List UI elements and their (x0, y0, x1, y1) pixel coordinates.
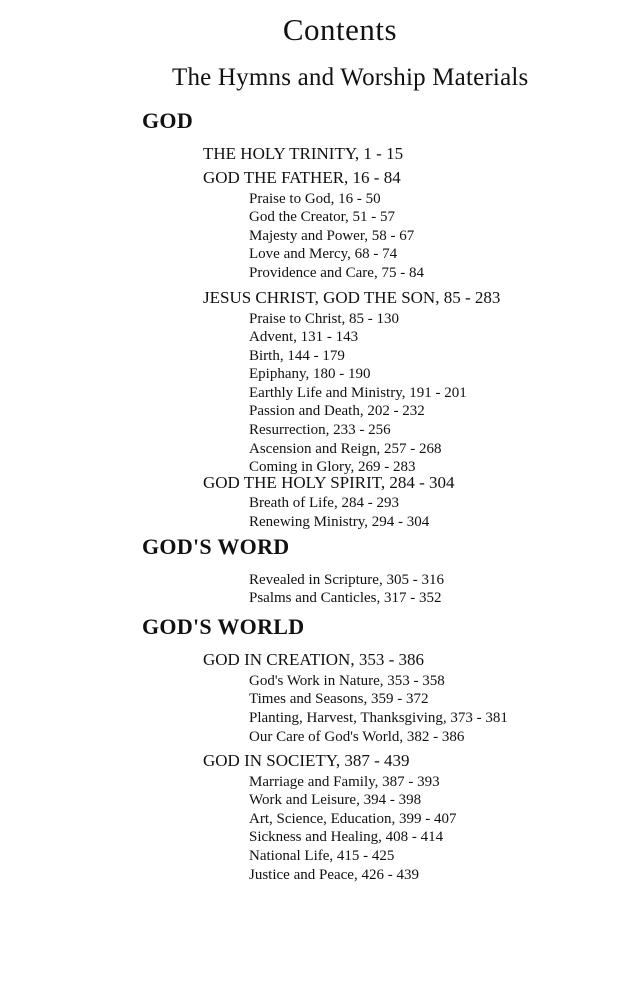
group-heading: GOD IN CREATION, 353 - 386 (203, 650, 424, 669)
group-heading: GOD THE HOLY SPIRIT, 284 - 304 (203, 473, 455, 492)
contents-entry: Sickness and Healing, 408 - 414 (249, 829, 444, 845)
contents-entry: Earthly Life and Ministry, 191 - 201 (249, 385, 467, 401)
contents-entry: Majesty and Power, 58 - 67 (249, 228, 415, 244)
contents-entry: Praise to Christ, 85 - 130 (249, 311, 399, 327)
contents-entry: Providence and Care, 75 - 84 (249, 265, 424, 281)
contents-entry: Coming in Glory, 269 - 283 (249, 459, 416, 475)
contents-entry: Love and Mercy, 68 - 74 (249, 246, 398, 262)
contents-entry: God's Work in Nature, 353 - 358 (249, 673, 445, 689)
group-heading: THE HOLY TRINITY, 1 - 15 (203, 144, 404, 163)
contents-entry: Birth, 144 - 179 (249, 348, 345, 364)
contents-entry: Times and Seasons, 359 - 372 (249, 691, 429, 707)
contents-entry: Psalms and Canticles, 317 - 352 (249, 590, 442, 606)
contents-entry: Renewing Ministry, 294 - 304 (249, 514, 430, 530)
contents-entry: Praise to God, 16 - 50 (249, 191, 381, 207)
section-heading: GOD (142, 108, 194, 133)
group-heading: JESUS CHRIST, GOD THE SON, 85 - 283 (203, 288, 501, 307)
contents-entry: Revealed in Scripture, 305 - 316 (249, 572, 444, 588)
contents-entry: Work and Leisure, 394 - 398 (249, 792, 422, 808)
contents-entry: Breath of Life, 284 - 293 (249, 495, 399, 511)
group-heading: GOD IN SOCIETY, 387 - 439 (203, 751, 410, 770)
contents-entry: Passion and Death, 202 - 232 (249, 403, 425, 419)
section-heading: GOD'S WORLD (142, 614, 305, 639)
contents-entry: Advent, 131 - 143 (249, 329, 359, 345)
contents-entry: Planting, Harvest, Thanksgiving, 373 - 381 (249, 710, 508, 726)
contents-entry: Epiphany, 180 - 190 (249, 366, 371, 382)
page-subtitle: The Hymns and Worship Materials (172, 64, 529, 91)
section-heading: GOD'S WORD (142, 534, 290, 559)
contents-entry: Marriage and Family, 387 - 393 (249, 774, 440, 790)
contents-entry: Art, Science, Education, 399 - 407 (249, 811, 457, 827)
group-heading: GOD THE FATHER, 16 - 84 (203, 168, 401, 187)
contents-entry: National Life, 415 - 425 (249, 848, 395, 864)
contents-entry: Justice and Peace, 426 - 439 (249, 867, 419, 883)
contents-entry: Ascension and Reign, 257 - 268 (249, 441, 442, 457)
contents-entry: God the Creator, 51 - 57 (249, 209, 396, 225)
contents-entry: Resurrection, 233 - 256 (249, 422, 391, 438)
page-title: Contents (282, 12, 398, 47)
contents-entry: Our Care of God's World, 382 - 386 (249, 729, 465, 745)
